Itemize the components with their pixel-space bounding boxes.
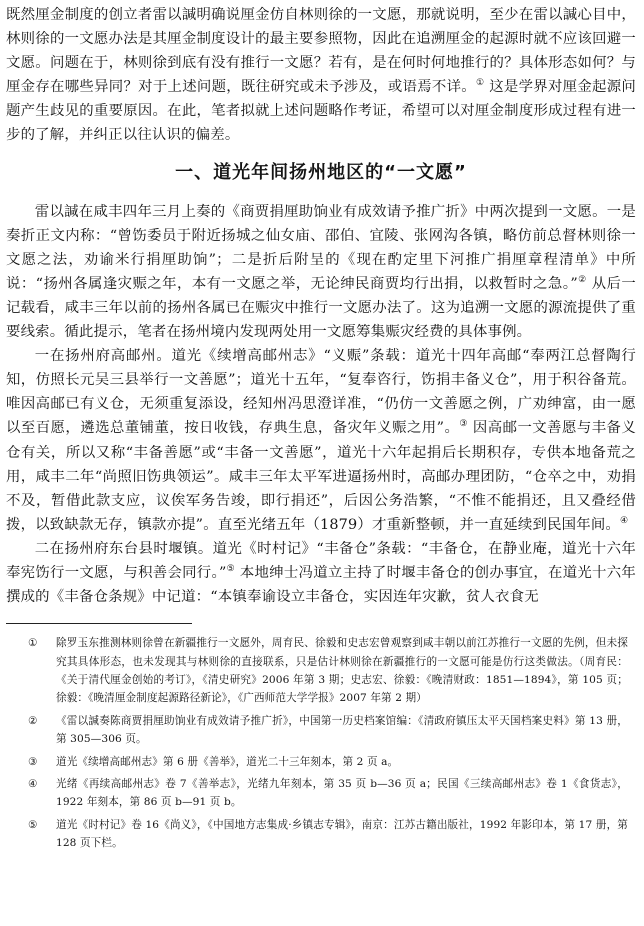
footnote-ref-5[interactable]: ⑤	[226, 564, 235, 575]
paragraph-2	[6, 344, 636, 537]
footnote-mark: ④	[28, 778, 38, 790]
footnote-divider	[6, 623, 192, 624]
footnote-ref-3[interactable]: ③	[459, 419, 468, 430]
intro-paragraph	[6, 3, 636, 148]
paragraph-3-text-tail: 本地绅士冯道立主持了时堰丰备仓的创办事宜，在道光十六年撰成的《丰备仓条规》中记道：“本镇奉谕设立丰备仓，实因连年灾歉，贫人衣食无	[6, 564, 637, 606]
document-page	[6, 3, 636, 857]
intro-text-tail: 这是学界对厘金起源问题产生歧见的重要原因。在此，笔者拟就上述问题略作考证，希望可以对厘金制度形成过程有进一步的了解，并纠正以往认识的偏差。	[6, 79, 637, 144]
footnote-text: 道光《续增高邮州志》第 6 册《善举》，道光二十三年刻本，第 2 页 a。	[56, 755, 399, 768]
footnote-item	[6, 712, 636, 749]
footnote-ref-4[interactable]: ④	[620, 515, 629, 526]
section-heading: 一、道光年间扬州地区的“一文愿”	[175, 161, 467, 183]
footnote-mark: ⑤	[28, 818, 38, 831]
paragraph-1-text: 雷以諴在咸丰四年三月上奏的《商贾捐厘助饷业有成效请予推广折》中两次提到一文愿。一是奏折正文内称：“曾饬委员于附近扬城之仙女庙、邵伯、宜陵、张网沟各镇，略仿前总督林则徐一文愿之法，劝谕米行捐厘助饷”；二是折后附呈的《现在酌定里下河推广捐厘章程清单》中所说：“扬州各属逢灾赈之年，本有一文愿之举，无论绅民商贾均行出捐，以救暂时之急。”	[6, 203, 636, 292]
footnote-item	[6, 753, 636, 771]
paragraph-2-text-tail: 因高邮一文善愿与丰备义仓有关，所以又称“丰备善愿”或“丰备一文善愿”，道光十六年起捐后长期积存，专供本地备荒之用，咸丰二年“尚照旧饬典领运”。咸丰三年太平军进逼扬州时，高邮办理团防，“仓卒之中，劝捐不及，暂借此款支应，议俟军务告竣，即行捐还”，后因公务浩繁，“不惟不能捐还，且又叠经借拨，以致缺款无存，镇款亦提”。直至光绪五年（1879）才重新整顿，并一直延续到民国年间。	[6, 420, 636, 533]
footnote-mark: ②	[28, 714, 38, 727]
footnote-ref-1[interactable]: ①	[475, 78, 485, 89]
footnote-item	[6, 634, 636, 708]
footnote-mark: ①	[28, 637, 38, 650]
paragraph-1-text-tail: 从后一记载看，咸丰三年以前的扬州各属已在赈灾中推行一文愿办法了。这为追溯一文愿的源流提供了重要线索。循此提示，笔者在扬州境内发现两处用一文愿筹集赈灾经费的具体事例。	[6, 275, 636, 341]
footnote-ref-2[interactable]: ②	[577, 275, 587, 286]
paragraph-2-text: 一在扬州府高邮州。道光《续增高邮州志》“义赈”条载：道光十四年高邮“奉两江总督陶行知，仿照长元吴三县举行一文善愿”；道光十五年，“复奉咨行，饬捐丰备义仓”，用于积谷备荒。唯因高邮已有义仓，无须重复添设，经知州冯思澄详准，“仍仿一文善愿之例，广劝绅富，由一愿以至百愿，遴选总董铺董，按日收钱，存典生息，备灾年义赈之用”。	[6, 348, 636, 437]
paragraph-3-text: 二在扬州府东台县时堰镇。道光《时村记》“丰备仓”条载：“丰备仓，在静业庵，道光十六年奉宪饬行一文愿，与积善会同行。”	[6, 540, 636, 581]
footnotes	[6, 634, 636, 852]
footnote-item	[6, 775, 636, 812]
footnote-text: 光绪《再续高邮州志》卷 7《善举志》，光绪九年刻本，第 35 页 b—36 页 a；民国《三续高邮州志》卷 1《食货志》，1922 年刻本，第 86 页 b—91 页 b。	[56, 778, 628, 809]
paragraph-3	[6, 537, 636, 609]
intro-text: 既然厘金制度的创立者雷以諴明确说厘金仿自林则徐的一文愿，那就说明，至少在雷以諴心目中，林则徐的一文愿办法是其厘金制度设计的最主要参照物，因此在追溯厘金的起源时就不应该回避一文愿。问题在于，林则徐到底有没有推行一文愿？若有，是在何时何地推行的？具体形态如何？与厘金存在哪些异同？对于上述问题，既往研究或未予涉及，或语焉不详。	[6, 7, 636, 96]
paragraph-1	[6, 200, 636, 345]
footnote-text: 除罗玉东推测林则徐曾在新疆推行一文愿外，周育民、徐毅和史志宏曾观察到咸丰朝以前江苏推行一文愿的先例，但未探究其具体形态，也未发现其与林则徐的直接联系，只是估计林则徐在新疆推行的一文愿可能是仿行这类做法。（周育民：《关于清代厘金创始的考订》，《清史研究》2006 年第 3 期；史志宏、徐毅：《晚清财政：1851—1894》，第 105 页；徐毅：《晚清厘金制度起源路径新论》，《广西师范大学学报》2007 年第 2 期）	[56, 637, 628, 705]
footnote-mark: ③	[28, 755, 38, 768]
footnote-text: 道光《时村记》卷 16《尚义》，《中国地方志集成·乡镇志专辑》，南京：江苏古籍出版社，1992 年影印本，第 17 册，第 128 页下栏。	[56, 818, 628, 850]
footnote-item	[6, 816, 636, 853]
footnote-text: 《雷以諴奏陈商贾捐厘助饷业有成效请予推广折》，中国第一历史档案馆编：《清政府镇压太平天国档案史料》第 13 册，第 305—306 页。	[56, 714, 628, 746]
